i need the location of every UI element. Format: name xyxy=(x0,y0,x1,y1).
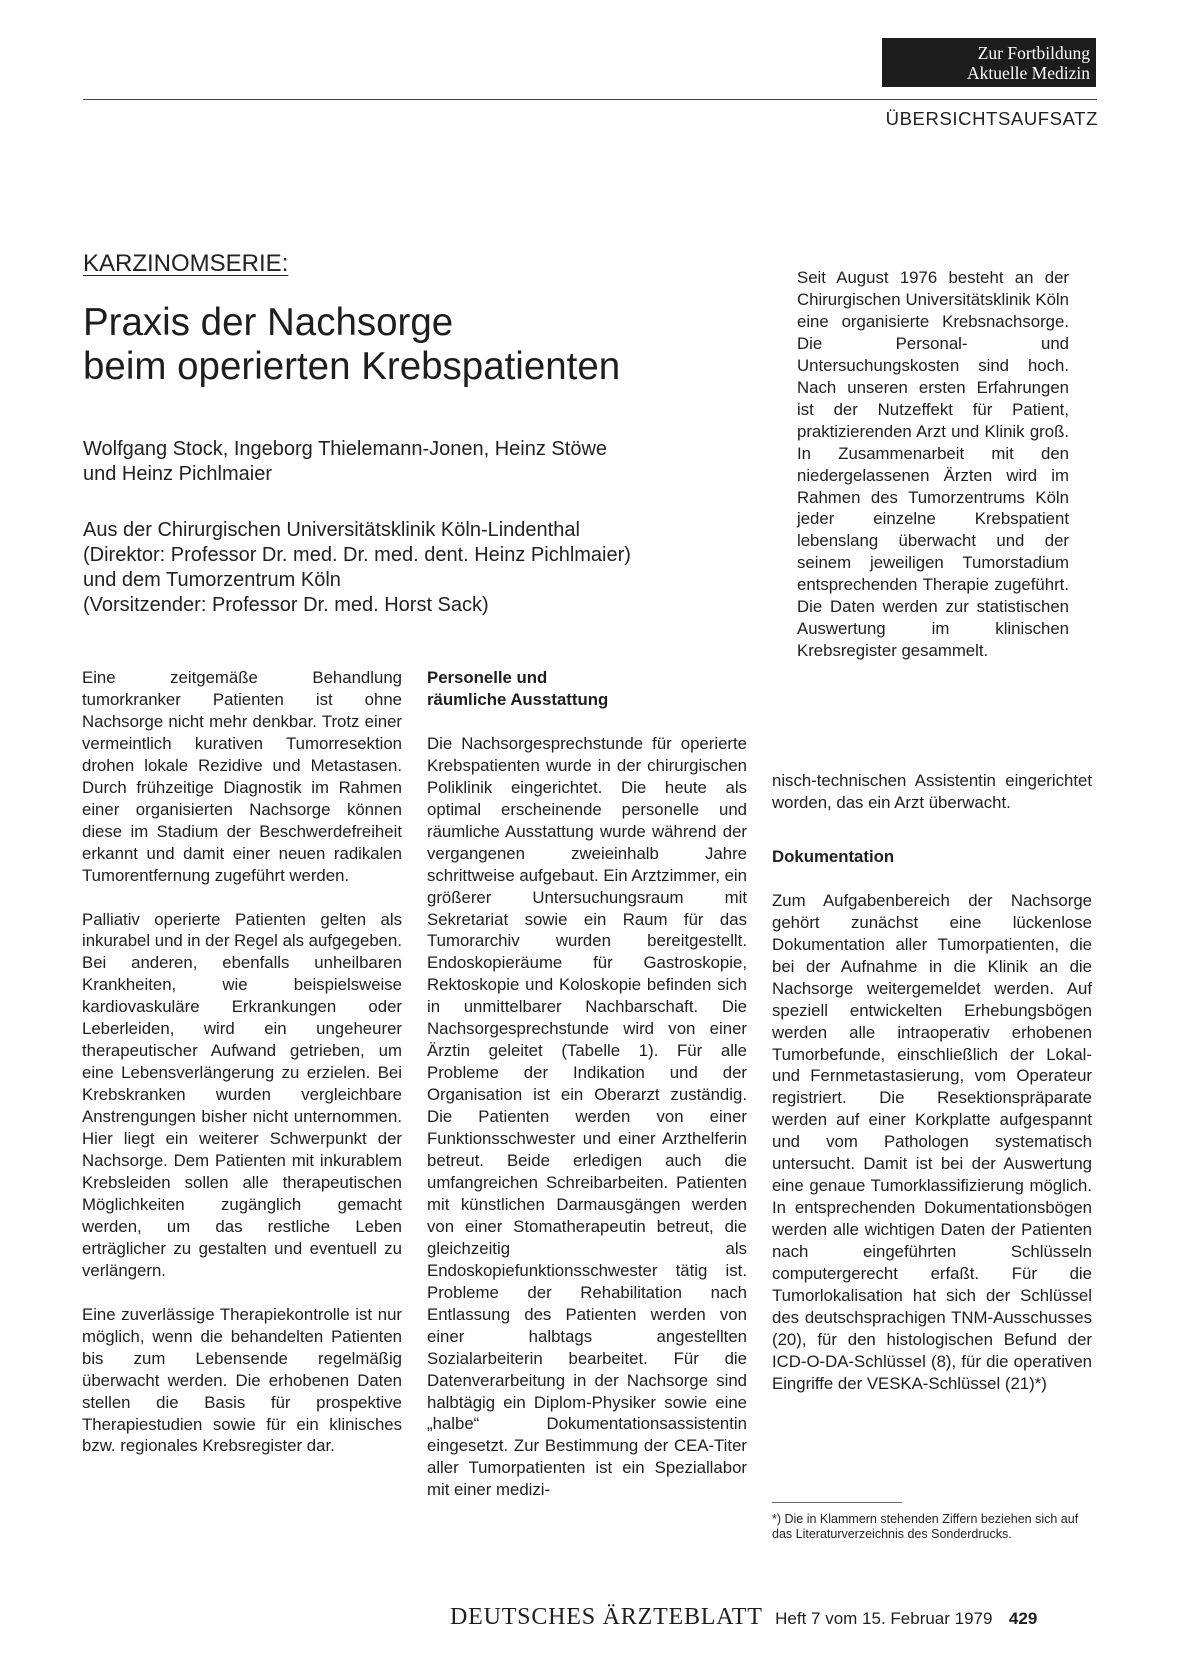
body-paragraph-6: Zum Aufgabenbereich der Nachsorge gehört zunächst eine lückenlose Dokumentation aller Tumorpatienten, die bei der Aufnahme in die Klinik an die Nachsorge weitergemeldet werden. Auf speziell entwickelten Erhebungsbögen werden alle intraoperativ erhobenen Tumorbefunde, einschließlich der Lokal- und Fernmetastasierung, vom Operateur registriert. Die Resektionspräparate werden auf einer Korkplatte aufgespannt und vom Pathologen systematisch untersucht. Damit ist bei der Auswertung eine genaue Tumorklassifizierung möglich. In entsprechenden Dokumentationsbögen werden alle wichtigen Daten der Patienten nach eingeführten Schlüsseln computergerecht erfaßt. Für die Tumorlokalisation hat sich der Schlüssel des deutschsprachigen TNM-Ausschusses (20), für den histologischen Befund der ICD-O-DA-Schlüssel (8), für die operativen Eingriffe der VESKA-Schlüssel (21)*) xyxy=(772,890,1092,1393)
page-footer xyxy=(450,1604,1090,1631)
affiliation-line3: und dem Tumorzentrum Köln xyxy=(83,569,341,591)
text-column-2 xyxy=(427,667,747,1501)
series-label: KARZINOMSERIE: xyxy=(83,250,289,277)
footnote-rule xyxy=(772,1502,902,1503)
footnote: *) Die in Klammern stehenden Ziffern beziehen sich auf das Literaturverzeichnis des Sonderdrucks. xyxy=(772,1512,1079,1541)
rubric-badge-line1: Zur Fortbildung xyxy=(977,43,1090,63)
issue-info: Heft 7 vom 15. Februar 1979 xyxy=(775,1609,993,1628)
text-column-3 xyxy=(772,770,1092,1395)
section-heading-line2: räumliche Ausstattung xyxy=(427,689,609,709)
affiliation-line4: (Vorsitzender: Professor Dr. med. Horst Sack) xyxy=(83,594,489,616)
author-list xyxy=(83,437,723,487)
body-paragraph-1: Eine zeitgemäße Behandlung tumorkranker Patienten ist ohne Nachsorge nicht mehr denkbar. Trotz einer vermeintlich kurativen Tumorresektion drohen lokale Rezidive und Metastasen. Durch frühzeitige Diagnostik im Rahmen einer organisierten Nachsorge können diese im Stadium der Beschwerdefreiheit erkannt und damit einer neuen radikalen Tumorentfernung zugeführt werden. xyxy=(82,668,402,885)
journal-name: DEUTSCHES ÄRZTEBLATT xyxy=(450,1604,763,1630)
article-title-line2: beim operierten Krebspatienten xyxy=(83,345,621,388)
body-paragraph-4: Die Nachsorgesprechstunde für operierte Krebspatienten wurde in der chirurgischen Poliklinik eingerichtet. Die heute als optimal erscheinende personelle und räumliche Ausstattung wurde während der vergangenen zweieinhalb Jahre schrittweise aufgebaut. Ein Arztzimmer, ein größerer Untersuchungsraum mit Sekretariat sowie ein Raum für das Tumorarchiv wurden bereitgestellt. Endoskopieräume für Gastroskopie, Rektoskopie und Koloskopie befinden sich in unmittelbarer Nachbarschaft. Die Nachsorgesprechstunde wird von einer Ärztin geleitet (Tabelle 1). Für alle Probleme der Indikation und der Organisation ist ein Oberarzt zuständig. Die Patienten werden von einer Funktionsschwester und einer Arzthelferin betreut. Beide erledigen auch die umfangreichen Schreibarbeiten. Patienten mit künstlichen Darmausgängen werden von einer Stomatherapeutin betreut, die gleichzeitig als Endoskopiefunktionsschwester tätig ist. Probleme der Rehabilitation nach Entlassung des Patienten werden von einer halbtags angestellten Sozialarbeiterin bearbeitet. Für die Datenverarbeitung in der Nachsorge sind halbtägig ein Diplom-Physiker sowie eine „halbe“ Dokumentationsassistentin eingesetzt. Zur Bestimmung der CEA-Titer aller Tumorpatienten ist ein Speziallabor mit einer medizi- xyxy=(427,733,747,1500)
body-paragraph-2: Palliativ operierte Patienten gelten als inkurabel und in der Regel als aufgegeben. Bei anderen, ebenfalls unheilbaren Krankheiten, wie beispielsweise kardiovaskuläre Erkrankungen oder Leberleiden, wird ein ungeheurer therapeutischer Aufwand getrieben, um eine Lebensverlängerung zu erzielen. Bei Krebskranken wurden vergleichbare Anstrengungen bisher nicht unternommen. Hier liegt ein weiterer Schwerpunkt der Nachsorge. Dem Patienten mit inkurablem Krebsleiden sollen alle therapeutischen Möglichkeiten zugänglich gemacht werden, um das restliche Leben erträglicher zu gestalten und eventuell zu verlängern. xyxy=(82,909,403,1280)
section-heading-dokumentation: Dokumentation xyxy=(772,846,895,866)
author-line1: Wolfgang Stock, Ingeborg Thielemann-Jonen, Heinz Stöwe xyxy=(83,438,608,460)
section-heading-ausstattung xyxy=(427,667,747,711)
summary-column xyxy=(797,267,1069,662)
rubric-badge-line2: Aktuelle Medizin xyxy=(967,63,1090,83)
body-paragraph-3: Eine zuverlässige Therapiekontrolle ist nur möglich, wenn die behandelten Patienten bis zum Lebensende regelmäßig überwacht werden. Die erhobenen Daten stellen die Basis für prospektive Therapiestudien sowie für ein klinisches bzw. regionales Krebsregister dar. xyxy=(82,1304,402,1456)
body-paragraph-5: nisch-technischen Assistentin eingerichtet worden, das ein Arzt überwacht. xyxy=(772,771,1092,812)
summary-paragraph: Seit August 1976 besteht an der Chirurgischen Universitätsklinik Köln eine organisierte Krebsnachsorge. Die Personal- und Untersuchungskosten sind hoch. Nach unseren ersten Erfahrungen ist der Nutzeffekt für Patient, praktizierenden Arzt und Klinik groß. In Zusammenarbeit mit den niedergelassenen Ärzten wird im Rahmen des Tumorzentrums Köln jeder einzelne Krebspatient lebenslang überwacht und der seinem jeweiligen Tumorstadium entsprechenden Therapie zugeführt. Die Daten werden zur statistischen Auswertung im klinischen Krebsregister gesammelt. xyxy=(797,268,1069,661)
article-title-line1: Praxis der Nachsorge xyxy=(83,301,454,344)
affiliation xyxy=(83,518,743,618)
header-rule xyxy=(83,99,1097,100)
article-title xyxy=(83,301,723,389)
text-column-1 xyxy=(82,667,402,1457)
rubric-badge xyxy=(882,38,1096,87)
section-label: ÜBERSICHTSAUFSATZ xyxy=(885,108,1098,129)
author-line2: und Heinz Pichlmaier xyxy=(83,463,272,485)
page-number: 429 xyxy=(1008,1609,1038,1628)
affiliation-line2: (Direktor: Professor Dr. med. Dr. med. dent. Heinz Pichlmaier) xyxy=(83,544,631,566)
section-heading-line1: Personelle und xyxy=(427,668,548,687)
affiliation-line1: Aus der Chirurgischen Universitätsklinik Köln-Lindenthal xyxy=(83,519,580,541)
